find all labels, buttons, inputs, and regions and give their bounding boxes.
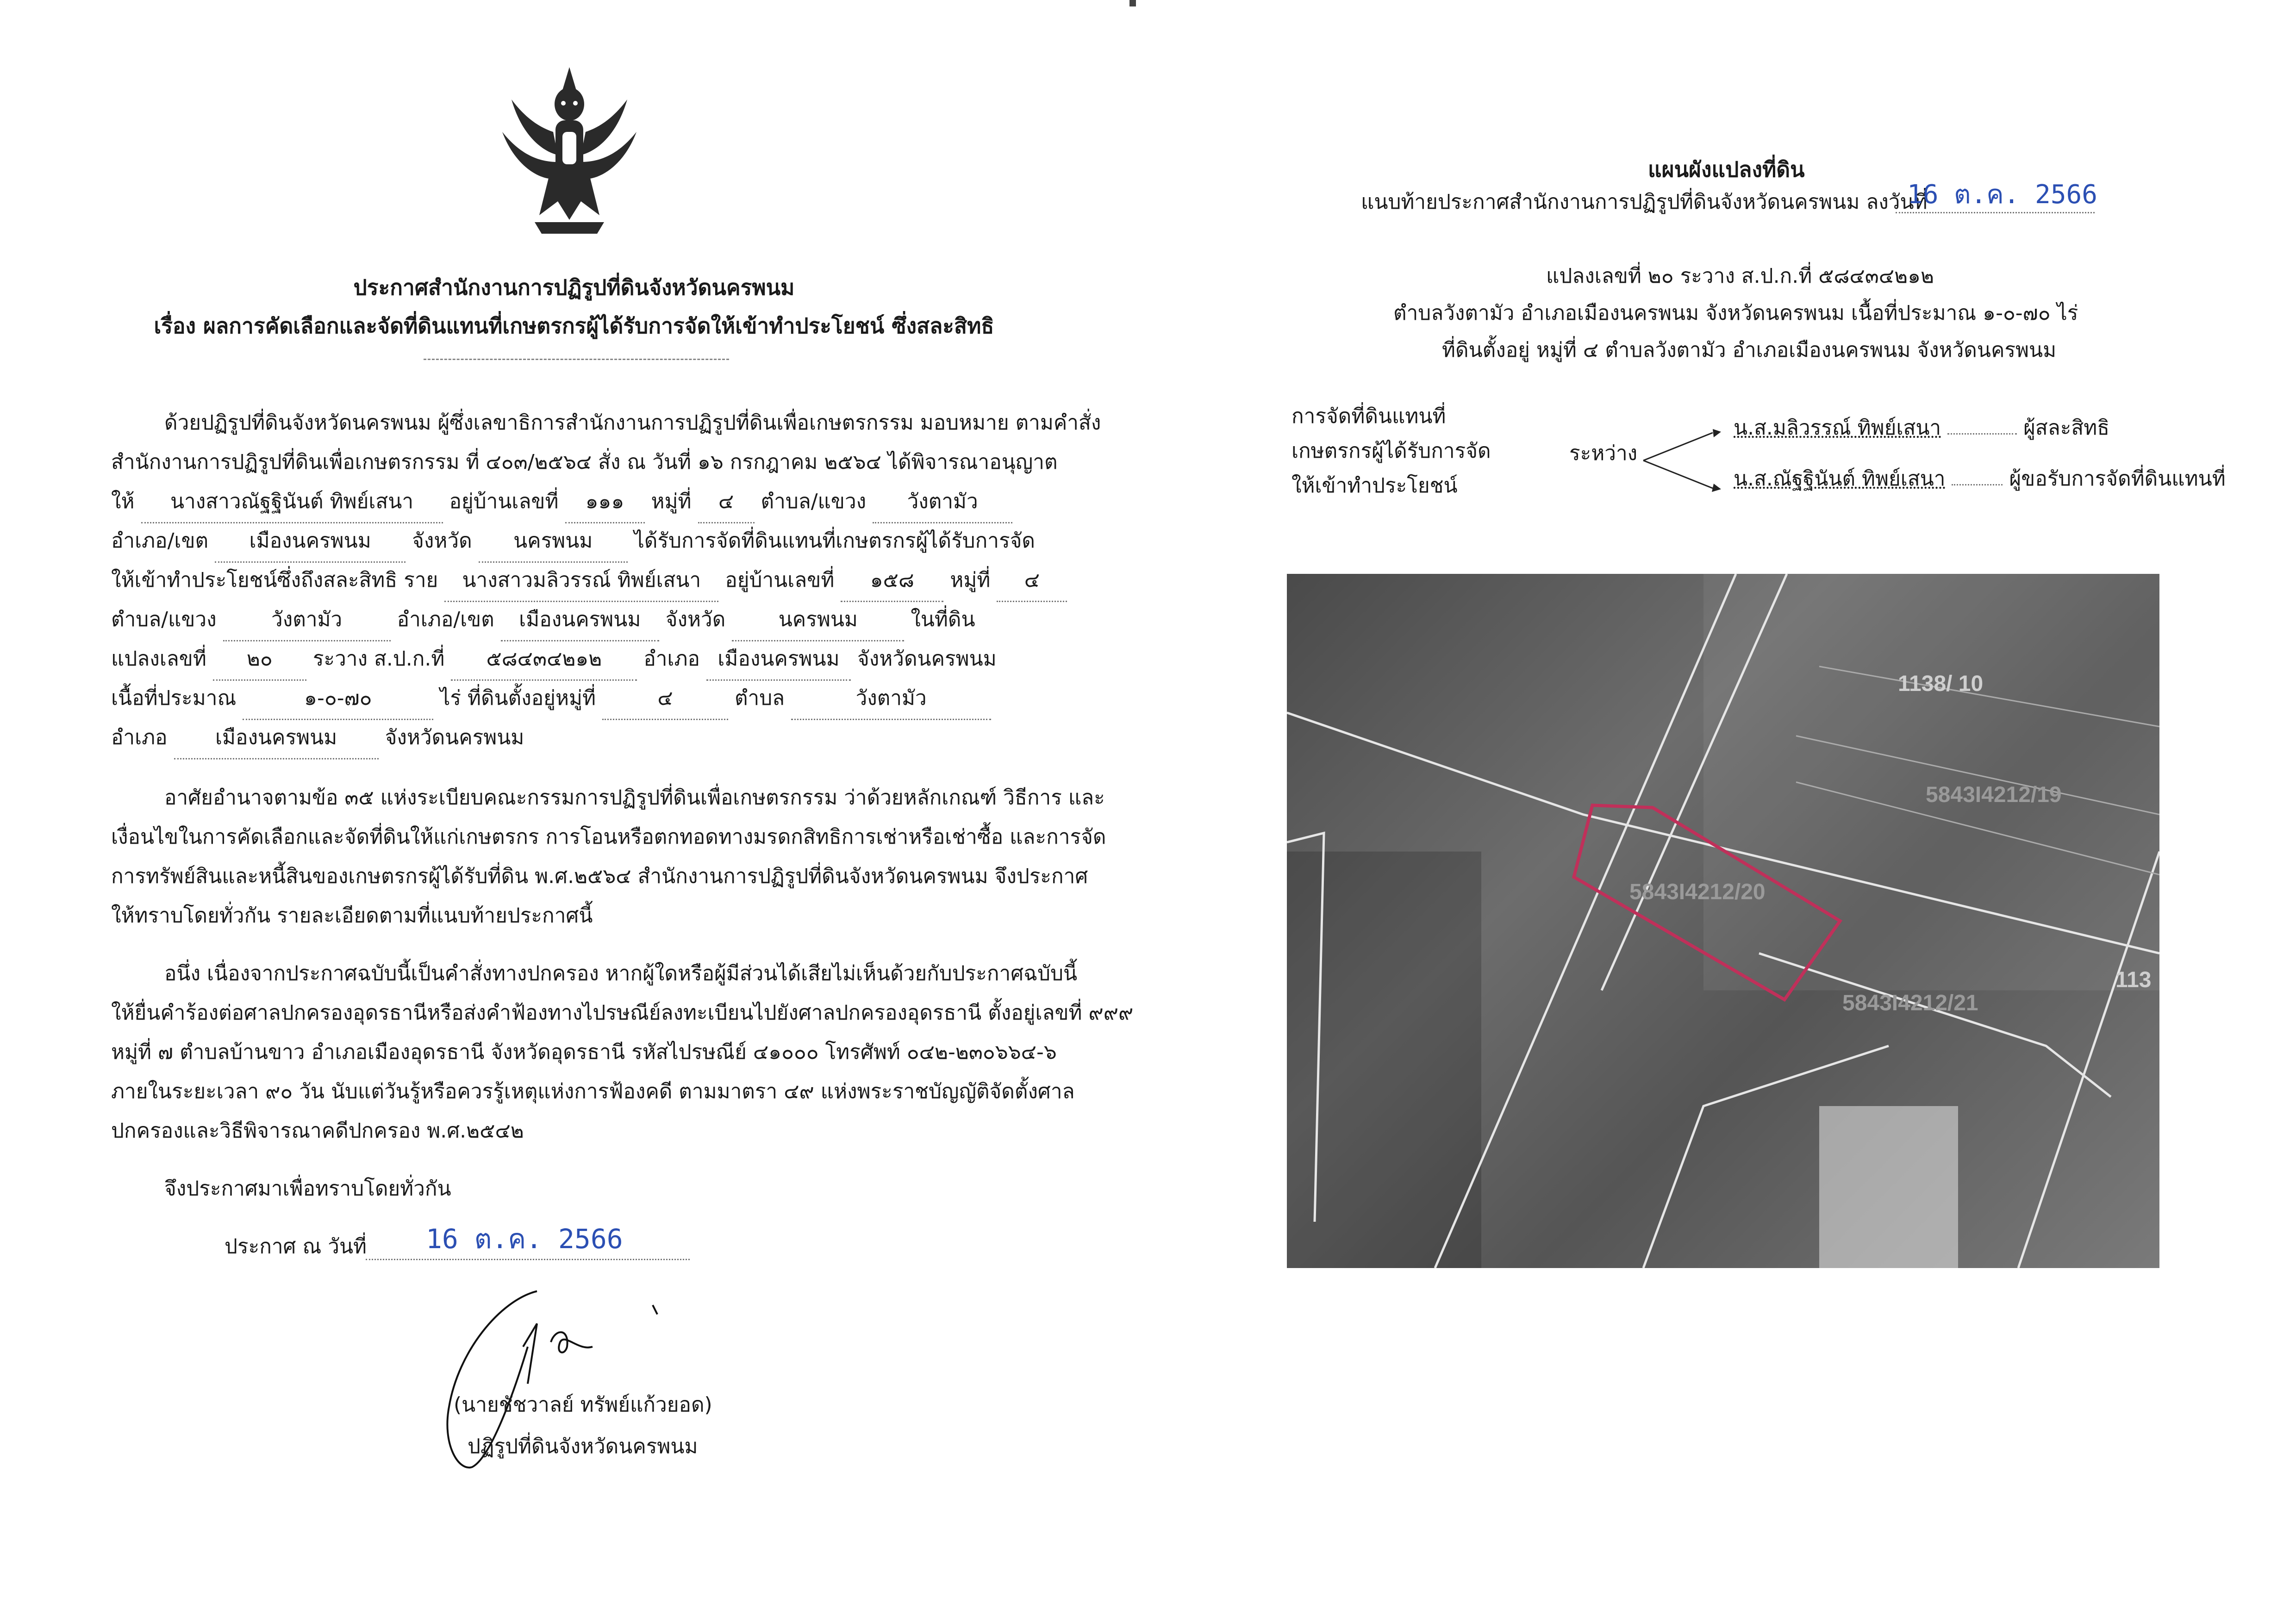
plot-line: แปลงเลขที่ ๒๐ ระวาง ส.ป.ก.ที่ ๕๘๔๓๔๒๑๒: [1546, 264, 1934, 288]
p2-line1: อาศัยอำนาจตามข้อ ๓๕ แห่งระเบียบคณะกรรมการปฏิรูปที่ดินเพื่อเกษตรกรรม ว่าด้วยหลักเกณฑ์ วิธีการ และ: [164, 786, 1105, 809]
party2-name: น.ส.ณัฐฐินันต์ ทิพย์เสนา: [1734, 467, 1946, 491]
org-heading: ประกาศสำนักงานการปฏิรูปที่ดินจังหวัดนครพนม: [353, 275, 795, 300]
forfeiter-moo-field: ๔: [997, 560, 1067, 602]
recipient-province-field: นครพนม: [479, 521, 628, 563]
party2-role: ผู้ขอรับการจัดที่ดินแทนที่: [2009, 467, 2226, 491]
plot-moo-field: ๔: [602, 678, 728, 720]
map-label-5: 113: [2115, 968, 2152, 992]
attachment-date-value: 16 ต.ค. 2566: [1907, 180, 2097, 210]
p3-line4: ภายในระยะเวลา ๙๐ วัน นับแต่วันรู้หรือควรรู้เหตุแห่งการฟ้องคดี ตามมาตรา ๔๙ แห่งพระราชบัญญัติจัดตั้งศาล: [111, 1080, 1075, 1103]
heading-divider: [424, 359, 729, 360]
forfeiter-house-field: ๑๕๘: [841, 560, 943, 602]
party1-row: [1734, 412, 2109, 444]
recipient-house-field: ๑๑๑: [565, 481, 645, 523]
p1-line7: แปลงเลขที่ ๒๐ ระวาง ส.ป.ก.ที่ ๕๘๔๓๔๒๑๒ อำเภอ เมืองนครพนม จังหวัดนครพนม: [111, 639, 997, 681]
village-line: ที่ดินตั้งอยู่ หมู่ที่ ๔ ตำบลวังตามัว อำเภอเมืองนครพนม จังหวัดนครพนม: [1442, 338, 2057, 362]
p1-line5: ให้เข้าทำประโยชน์ซึ่งถึงสละสิทธิ ราย นางสาวมลิวรรณ์ ทิพย์เสนา อยู่บ้านเลขที่ ๑๕๘ หมู่ที่ ๔: [111, 560, 1067, 602]
map-label-1: 1138/ 10: [1898, 672, 1984, 696]
p2-line2: เงื่อนไขในการคัดเลือกและจัดที่ดินให้แก่เกษตรกร การโอนหรือตกทอดทางมรดกสิทธิการเช่าหรือเช่าซื้อ และการจัด: [111, 825, 1106, 849]
between-label: ระหว่าง: [1569, 442, 1638, 465]
party2-row: [1734, 463, 2226, 495]
garuda-emblem-icon: [493, 62, 646, 238]
p3-line3: หมู่ที่ ๗ ตำบลบ้านขาว อำเภอเมืองอุดรธานี จังหวัดอุดรธานี รหัสไปรษณีย์ ๔๑๐๐๐ โทรศัพท์ ๐๔๒-๒๓๐๖๖๔-๖: [111, 1040, 1057, 1064]
branch-arrows-icon: [1639, 423, 1722, 497]
area-field: ๑-๐-๗๐: [243, 678, 433, 720]
p3-line2: ให้ยื่นคำร้องต่อศาลปกครองอุดรธานีหรือส่งคำฟ้องทางไปรษณีย์ลงทะเบียนไปยังศาลปกครองอุดรธานี ตั้งอยู่เลขที่ ๙๙๙: [111, 1001, 1134, 1025]
recipient-tambon-field: วังตามัว: [873, 481, 1012, 523]
allocation-label-2: เกษตรกรผู้ได้รับการจัด: [1292, 439, 1491, 463]
forfeiter-amphoe-field: เมืองนครพนม: [501, 599, 659, 641]
plot-amphoe-field: เมืองนครพนม: [706, 639, 851, 681]
forfeiter-tambon-field: วังตามัว: [223, 599, 391, 641]
allocation-label-1: การจัดที่ดินแทนที่: [1292, 404, 1446, 428]
aerial-map: [1287, 574, 2159, 1268]
closing-line: จึงประกาศมาเพื่อทราบโดยทั่วกัน: [164, 1177, 451, 1200]
plot-tambon-field: วังตามัว: [791, 678, 991, 720]
signer-name: (นายชัชวาลย์ ทรัพย์แก้วยอด): [454, 1393, 712, 1417]
p1-line8: เนื้อที่ประมาณ ๑-๐-๗๐ ไร่ ที่ดินตั้งอยู่หมู่ที่ ๔ ตำบล วังตามัว: [111, 678, 991, 720]
announce-date-value: 16 ต.ค. 2566: [426, 1223, 623, 1255]
p1-line9: อำเภอ เมืองนครพนม จังหวัดนครพนม: [111, 717, 524, 759]
p1-line3: ให้ นางสาวณัฐฐินันต์ ทิพย์เสนา อยู่บ้านเลขที่ ๑๑๑ หมู่ที่ ๔ ตำบล/แขวง วังตามัว: [111, 481, 1012, 523]
p3-line5: ปกครองและวิธีพิจารณาคดีปกครอง พ.ศ.๒๕๔๒: [111, 1119, 524, 1143]
plot-amphoe2-field: เมืองนครพนม: [174, 717, 379, 759]
party1-role: ผู้สละสิทธิ: [2023, 416, 2110, 440]
map-sheet-field: ๕๘๔๓๔๒๑๒: [451, 639, 637, 681]
announce-date-label: ประกาศ ณ วันที่: [225, 1235, 367, 1258]
plot-number-field: ๒๐: [213, 639, 306, 681]
party1-name: น.ส.มลิวรรณ์ ทิพย์เสนา: [1734, 416, 1941, 440]
parcel-lines: [1287, 574, 2159, 1268]
attachment-title: แผนผังแปลงที่ดิน: [1648, 157, 1805, 182]
p1-line1: ด้วยปฏิรูปที่ดินจังหวัดนครพนม ผู้ซึ่งเลขาธิการสำนักงานการปฏิรูปที่ดินเพื่อเกษตรกรรม มอบหมาย ตามคำสั่ง: [164, 411, 1101, 435]
binding-mark: [1129, 0, 1136, 6]
recipient-moo-field: ๔: [698, 481, 755, 523]
forfeiter-province-field: นครพนม: [732, 599, 904, 641]
recipient-amphoe-field: เมืองนครพนม: [215, 521, 406, 563]
p1-line4: อำเภอ/เขต เมืองนครพนม จังหวัด นครพนม ได้รับการจัดที่ดินแทนที่เกษตรกรผู้ได้รับการจัด: [111, 521, 1035, 563]
subject-heading: เรื่อง ผลการคัดเลือกและจัดที่ดินแทนที่เกษตรกรผู้ได้รับการจัดให้เข้าทำประโยชน์ ซึ่งสละสิทธิ: [154, 313, 994, 338]
p2-line4: ให้ทราบโดยทั่วกัน รายละเอียดตามที่แนบท้ายประกาศนี้: [111, 904, 593, 927]
recipient-name-field: นางสาวณัฐฐินันต์ ทิพย์เสนา: [141, 481, 443, 523]
map-label-2: 5843I4212/19: [1926, 783, 2062, 807]
signer-title: ปฏิรูปที่ดินจังหวัดนครพนม: [468, 1435, 698, 1458]
location-line: ตำบลวังตามัว อำเภอเมืองนครพนม จังหวัดนครพนม เนื้อที่ประมาณ ๑-๐-๗๐ ไร่: [1393, 301, 2078, 325]
attachment-subtitle: แนบท้ายประกาศสำนักงานการปฏิรูปที่ดินจังหวัดนครพนม ลงวันที่: [1361, 190, 1928, 214]
p1-line2: สำนักงานการปฏิรูปที่ดินเพื่อเกษตรกรรม ที่ ๔๐๓/๒๕๖๔ สั่ง ณ วันที่ ๑๖ กรกฎาคม ๒๕๖๔ ได้พิจารณาอนุญาต: [111, 450, 1058, 474]
p2-line3: การทรัพย์สินและหนี้สินของเกษตรกรผู้ได้รับที่ดิน พ.ศ.๒๕๖๔ สำนักงานการปฏิรูปที่ดินจังหวัดนครพนม จึงประกาศ: [111, 864, 1088, 888]
allocation-label-3: ให้เข้าทำประโยชน์: [1292, 474, 1458, 497]
p3-line1: อนึ่ง เนื่องจากประกาศฉบับนี้เป็นคำสั่งทางปกครอง หากผู้ใดหรือผู้มีส่วนได้เสียไม่เห็นด้วยกับประกาศฉบับนี้: [164, 962, 1078, 985]
forfeiter-name-field: นางสาวมลิวรรณ์ ทิพย์เสนา: [444, 560, 718, 602]
p1-line6: ตำบล/แขวง วังตามัว อำเภอ/เขต เมืองนครพนม จังหวัด นครพนม ในที่ดิน: [111, 599, 975, 641]
map-label-3: 5843I4212/20: [1629, 880, 1766, 904]
map-label-4: 5843I4212/21: [1842, 991, 1978, 1015]
